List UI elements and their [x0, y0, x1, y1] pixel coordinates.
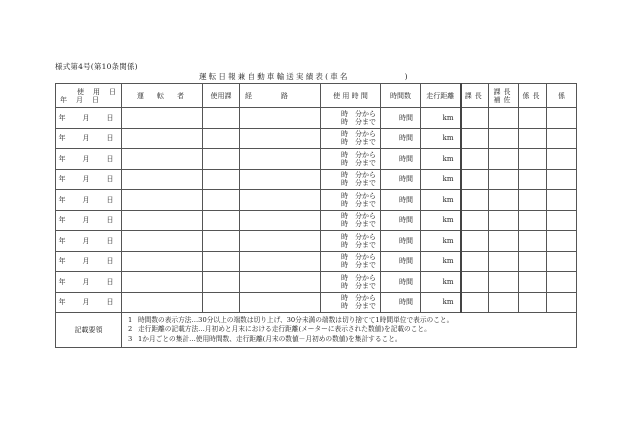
date-cell[interactable]: 年 月 日	[56, 149, 122, 170]
section-chief-stamp[interactable]	[461, 292, 489, 313]
subsection-chief-stamp[interactable]	[519, 169, 547, 190]
route-cell[interactable]	[240, 210, 321, 231]
time-from: 時 分から	[341, 109, 376, 118]
route-cell[interactable]	[240, 149, 321, 170]
department-cell[interactable]	[203, 149, 240, 170]
subsection-chief-stamp[interactable]	[519, 210, 547, 231]
time-to: 時 分まで	[341, 240, 376, 249]
section-chief-stamp[interactable]	[461, 128, 489, 149]
assistant-chief-stamp[interactable]	[489, 128, 519, 149]
time-from: 時 分から	[341, 191, 376, 200]
section-chief-stamp[interactable]	[461, 231, 489, 252]
driver-cell[interactable]	[122, 108, 203, 129]
staff-stamp[interactable]	[547, 231, 577, 252]
header-route: 経 路	[240, 84, 321, 108]
note-number: 1	[128, 315, 133, 324]
time-cell[interactable]	[321, 292, 381, 313]
time-from: 時 分から	[341, 212, 376, 221]
time-to: 時 分まで	[341, 199, 376, 208]
time-from: 時 分から	[341, 232, 376, 241]
section-chief-stamp[interactable]	[461, 272, 489, 293]
time-cell[interactable]	[321, 149, 381, 170]
route-cell[interactable]	[240, 251, 321, 272]
note-item	[128, 316, 576, 326]
driver-cell[interactable]	[122, 149, 203, 170]
subsection-chief-stamp[interactable]	[519, 251, 547, 272]
header-section-chief: 課長	[461, 84, 489, 108]
log-row	[56, 210, 577, 231]
header-department: 使用課	[203, 84, 240, 108]
time-cell[interactable]	[321, 169, 381, 190]
header-row	[56, 84, 577, 108]
route-cell[interactable]	[240, 292, 321, 313]
header-time: 使 用 時 間	[321, 84, 381, 108]
driver-cell[interactable]	[122, 272, 203, 293]
hours-cell[interactable]: 時間	[381, 251, 421, 272]
note-number: 3	[128, 334, 133, 343]
staff-stamp[interactable]	[547, 272, 577, 293]
assistant-chief-stamp[interactable]	[489, 190, 519, 211]
hours-cell[interactable]: 時間	[381, 149, 421, 170]
time-to: 時 分まで	[341, 179, 376, 188]
subsection-chief-stamp[interactable]	[519, 272, 547, 293]
subsection-chief-stamp[interactable]	[519, 231, 547, 252]
time-from: 時 分から	[341, 273, 376, 282]
assistant-chief-stamp[interactable]	[489, 272, 519, 293]
log-row	[56, 251, 577, 272]
department-cell[interactable]	[203, 272, 240, 293]
driver-cell[interactable]	[122, 251, 203, 272]
time-to: 時 分まで	[341, 261, 376, 270]
time-to: 時 分まで	[341, 281, 376, 290]
section-chief-stamp[interactable]	[461, 190, 489, 211]
time-cell[interactable]	[321, 128, 381, 149]
distance-cell[interactable]: km	[421, 272, 461, 293]
time-to: 時 分まで	[341, 117, 376, 126]
subsection-chief-stamp[interactable]	[519, 149, 547, 170]
date-cell[interactable]: 年 月 日	[56, 169, 122, 190]
route-cell[interactable]	[240, 272, 321, 293]
hours-cell[interactable]: 時間	[381, 210, 421, 231]
staff-stamp[interactable]	[547, 169, 577, 190]
log-row	[56, 108, 577, 129]
header-date-top: 使 用 日	[77, 87, 117, 96]
hours-cell[interactable]: 時間	[381, 128, 421, 149]
section-chief-stamp[interactable]	[461, 169, 489, 190]
note-number: 2	[128, 325, 133, 334]
section-chief-stamp[interactable]	[461, 210, 489, 231]
log-row	[56, 128, 577, 149]
header-date	[56, 84, 122, 108]
staff-stamp[interactable]	[547, 108, 577, 129]
log-row	[56, 231, 577, 252]
note-text: 走行距離の記載方法…月初めと月末における走行距離(メーターに表示された数値)を記載のこと。	[138, 325, 431, 334]
staff-stamp[interactable]	[547, 128, 577, 149]
route-cell[interactable]	[240, 190, 321, 211]
department-cell[interactable]	[203, 108, 240, 129]
staff-stamp[interactable]	[547, 251, 577, 272]
form-number: 様式第4号(第10条関係)	[55, 62, 138, 71]
section-chief-stamp[interactable]	[461, 149, 489, 170]
time-to: 時 分まで	[341, 220, 376, 229]
header-staff: 係	[547, 84, 577, 108]
log-row	[56, 149, 577, 170]
distance-cell[interactable]: km	[421, 231, 461, 252]
assistant-chief-stamp[interactable]	[489, 231, 519, 252]
time-to: 時 分まで	[341, 158, 376, 167]
note-item	[128, 335, 576, 345]
distance-cell[interactable]: km	[421, 169, 461, 190]
notes-content	[122, 313, 577, 348]
header-assistant-chief-2: 補佐	[493, 95, 514, 104]
assistant-chief-stamp[interactable]	[489, 251, 519, 272]
time-cell[interactable]	[321, 210, 381, 231]
driver-cell[interactable]	[122, 231, 203, 252]
hours-cell[interactable]: 時間	[381, 272, 421, 293]
department-cell[interactable]	[203, 210, 240, 231]
driver-cell[interactable]	[122, 292, 203, 313]
log-row	[56, 292, 577, 313]
department-cell[interactable]	[203, 190, 240, 211]
log-row	[56, 190, 577, 211]
form-title-close: )	[404, 72, 410, 81]
time-from: 時 分から	[341, 150, 376, 159]
note-text: 1か月ごとの集計…使用時間数、走行距離(月末の数値－月初めの数値)を集計すること。	[138, 334, 402, 343]
distance-cell[interactable]: km	[421, 149, 461, 170]
time-to: 時 分まで	[341, 138, 376, 147]
subsection-chief-stamp[interactable]	[519, 108, 547, 129]
log-row	[56, 169, 577, 190]
date-cell[interactable]: 年 月 日	[56, 128, 122, 149]
assistant-chief-stamp[interactable]	[489, 108, 519, 129]
form-title-text: 運転日報兼自動車輸送実績表(車名	[199, 72, 350, 81]
date-cell[interactable]: 年 月 日	[56, 251, 122, 272]
hours-cell[interactable]: 時間	[381, 108, 421, 129]
driving-log-table	[55, 83, 577, 348]
date-cell[interactable]: 年 月 日	[56, 108, 122, 129]
log-row	[56, 272, 577, 293]
staff-stamp[interactable]	[547, 149, 577, 170]
route-cell[interactable]	[240, 231, 321, 252]
subsection-chief-stamp[interactable]	[519, 190, 547, 211]
driver-cell[interactable]	[122, 128, 203, 149]
time-cell[interactable]	[321, 231, 381, 252]
form-title	[199, 71, 410, 82]
driver-cell[interactable]	[122, 210, 203, 231]
distance-cell[interactable]: km	[421, 292, 461, 313]
assistant-chief-stamp[interactable]	[489, 210, 519, 231]
header-hours: 時間数	[381, 84, 421, 108]
section-chief-stamp[interactable]	[461, 108, 489, 129]
department-cell[interactable]	[203, 128, 240, 149]
hours-cell[interactable]: 時間	[381, 169, 421, 190]
time-cell[interactable]	[321, 272, 381, 293]
staff-stamp[interactable]	[547, 210, 577, 231]
hours-cell[interactable]: 時間	[381, 190, 421, 211]
distance-cell[interactable]: km	[421, 108, 461, 129]
subsection-chief-stamp[interactable]	[519, 128, 547, 149]
assistant-chief-stamp[interactable]	[489, 292, 519, 313]
time-from: 時 分から	[341, 253, 376, 262]
notes-row	[56, 313, 577, 348]
date-cell[interactable]: 年 月 日	[56, 231, 122, 252]
route-cell[interactable]	[240, 128, 321, 149]
header-assistant-chief-1: 課長	[493, 87, 514, 96]
staff-stamp[interactable]	[547, 292, 577, 313]
distance-cell[interactable]: km	[421, 251, 461, 272]
route-cell[interactable]	[240, 169, 321, 190]
note-text: 時間数の表示方法…30分以上の端数は切り上げ、30分未満の端数は切り捨てて1時間単位で表示のこと。	[138, 315, 454, 324]
hours-cell[interactable]: 時間	[381, 292, 421, 313]
subsection-chief-stamp[interactable]	[519, 292, 547, 313]
notes-label: 記載要領	[56, 313, 122, 348]
header-distance: 走行距離	[421, 84, 461, 108]
section-chief-stamp[interactable]	[461, 251, 489, 272]
hours-cell[interactable]: 時間	[381, 231, 421, 252]
time-to: 時 分まで	[341, 302, 376, 311]
header-driver: 運 転 者	[122, 84, 203, 108]
date-cell[interactable]: 年 月 日	[56, 272, 122, 293]
time-from: 時 分から	[341, 294, 376, 303]
driver-cell[interactable]	[122, 169, 203, 190]
driver-cell[interactable]	[122, 190, 203, 211]
date-cell[interactable]: 年 月 日	[56, 190, 122, 211]
time-cell[interactable]	[321, 251, 381, 272]
department-cell[interactable]	[203, 169, 240, 190]
distance-cell[interactable]: km	[421, 210, 461, 231]
header-subsection-chief: 係長	[519, 84, 547, 108]
distance-cell[interactable]: km	[421, 190, 461, 211]
staff-stamp[interactable]	[547, 190, 577, 211]
department-cell[interactable]	[203, 292, 240, 313]
distance-cell[interactable]: km	[421, 128, 461, 149]
date-cell[interactable]: 年 月 日	[56, 210, 122, 231]
time-from: 時 分から	[341, 171, 376, 180]
date-cell[interactable]: 年 月 日	[56, 292, 122, 313]
header-date-bottom: 年 月 日	[60, 95, 100, 104]
note-item	[128, 325, 576, 335]
header-assistant-chief	[489, 84, 519, 108]
assistant-chief-stamp[interactable]	[489, 169, 519, 190]
assistant-chief-stamp[interactable]	[489, 149, 519, 170]
time-cell[interactable]	[321, 190, 381, 211]
route-cell[interactable]	[240, 108, 321, 129]
department-cell[interactable]	[203, 251, 240, 272]
time-from: 時 分から	[341, 130, 376, 139]
department-cell[interactable]	[203, 231, 240, 252]
time-cell[interactable]	[321, 108, 381, 129]
